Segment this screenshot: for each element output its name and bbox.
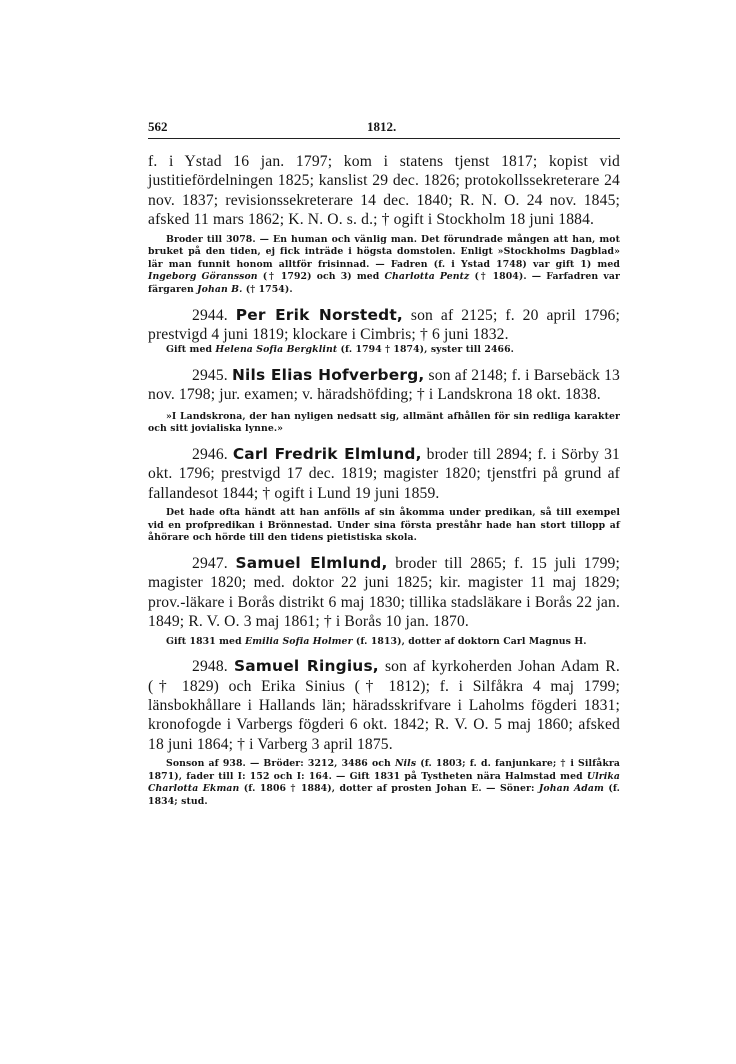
entry-number: 2947.: [192, 555, 228, 572]
entry-continuation-note: Broder till 3078. — En human och vänlig man. Det förundrade mången att han, mot bruket på den tiden, ej fick inträde i högsta domstolen. Enligt »Stockholms Dagblad» lär man funnit honom alltför frisinnad. — Fadren (f. i Ystad 1748) var gift 1) med Ingeborg Göransson († 1792) och 3) med Charlotta Pentz († 1804). — Farfadren var färgaren Johan B. († 1754).: [148, 233, 620, 295]
entry-2945: 2945. Nils Elias Hofverberg, son af 2148; f. i Barsebäck 13 nov. 1798; jur. examen; v. häradshöfding; † i Landskrona 18 okt. 1838.: [148, 366, 620, 404]
entry-name: Carl Fredrik Elmlund,: [232, 445, 422, 463]
entry-2944-note: Gift med Helena Sofia Bergklint (f. 1794 † 1874), syster till 2466.: [166, 344, 515, 356]
page-number: 562: [148, 119, 168, 134]
header-rule: [148, 138, 620, 139]
entry-name: Samuel Elmlund,: [235, 554, 388, 572]
entry-2946: 2946. Carl Fredrik Elmlund, broder till 2894; f. i Sörby 31 okt. 1796; prestvigd 17 dec. 1819; magister 1820; tjenstfri på grund af fallandesot 1844; † ogift i Lund 19 juni 1859.: [148, 445, 620, 502]
entry-2948-note: Sonson af 938. — Bröder: 3212, 3486 och Nils (f. 1803; f. d. fanjunkare; † i Silfåkra 1871), fader till I: 152 och I: 164. — Gift 1831 på Tystheten nära Halmstad med Ulrika Charlotta Ekman (f. 1806 † 1884), dotter af prosten Johan E. — Söner: Johan Adam (f. 1834; stud.: [148, 758, 620, 808]
page-year-heading: 1812.: [367, 119, 397, 134]
entry-2948: 2948. Samuel Ringius, son af kyrkoherden Johan Adam R. († 1829) och Erika Sinius († 1812); f. i Silfåkra 4 maj 1799; länsbokhållare i Hallands län; häradsskrifvare i Laholms fögderi 1831; kronofogde i Varbergs fögderi 6 okt. 1842; R. V. O. 5 maj 1860; afsked 18 juni 1864; † i Varberg 3 april 1875.: [148, 657, 620, 753]
entry-name: Nils Elias Hofverberg,: [231, 366, 425, 384]
entry-2947: 2947. Samuel Elmlund, broder till 2865; f. 15 juli 1799; magister 1820; med. doktor 22 juni 1825; kir. magister 11 maj 1829; prov.-läkare i Borås distrikt 6 maj 1830; tillika stadsläkare i Borås 22 jan. 1849; R. V. O. 3 maj 1861; † i Borås 10 jan. 1870.: [148, 554, 620, 631]
page-body: [148, 152, 620, 809]
entry-2947-note: Gift 1831 med Emilia Sofia Holmer (f. 1813), dotter af doktorn Carl Magnus H.: [166, 635, 587, 647]
entry-number: 2948.: [192, 658, 228, 676]
entry-number: 2944.: [192, 306, 228, 324]
entry-number: 2946.: [192, 446, 228, 463]
entry-name: Samuel Ringius,: [233, 657, 379, 676]
page-header: [148, 116, 620, 138]
entry-continuation-text: f. i Ystad 16 jan. 1797; kom i statens tjenst 1817; kopist vid justitiefördelningen 1825; kanslist 29 dec. 1826; protokollssekreterare 24 nov. 1837; revisionssekreterare 14 dec. 1840; R. N. O. 24 nov. 1845; afsked 11 mars 1862; K. N. O. s. d.; † ogift i Stockholm 18 juni 1884.: [148, 153, 620, 229]
entry-2946-note: Det hade ofta händt att han anfölls af sin åkomma under predikan, så till exempel vid en profpredikan i Brönnestad. Under sina första preståhr hade han stort tillopp af åhörare och hörde till den tidens pietistiska skola.: [148, 507, 620, 544]
entry-2945-note: »I Landskrona, der han nyligen nedsatt sig, allmänt afhållen för sin redliga karakter och sitt jovialiska lynne.»: [148, 410, 620, 435]
entry-number: 2945.: [192, 367, 228, 384]
entry-2944: 2944. Per Erik Norstedt, son af 2125; f. 20 april 1796; prestvigd 4 juni 1819; klockare i Cimbris; † 6 juni 1832.: [148, 305, 620, 343]
entry-name: Per Erik Norstedt,: [235, 305, 403, 324]
